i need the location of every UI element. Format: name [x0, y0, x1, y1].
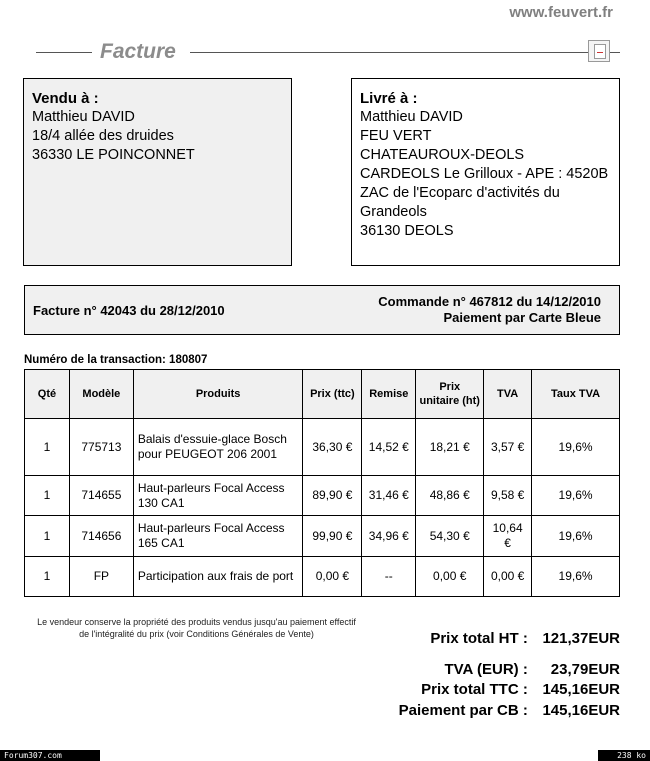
table-cell: 19,6% — [532, 516, 620, 557]
payment-method: Paiement par Carte Bleue — [443, 310, 601, 325]
table-header-row — [25, 370, 620, 419]
column-header: Modèle — [69, 370, 133, 419]
total-ttc-value: 145,16EUR — [542, 681, 620, 698]
table-cell: 18,21 € — [416, 419, 484, 476]
invoice-info-bar — [24, 285, 620, 335]
total-ht-label: Prix total HT : — [430, 630, 528, 647]
total-ht-value: 121,37EUR — [542, 630, 620, 647]
table-cell: 1 — [25, 476, 70, 516]
column-header: Taux TVA — [532, 370, 620, 419]
table-cell: Haut-parleurs Focal Access 165 CA1 — [133, 516, 303, 557]
total-tva-value: 23,79EUR — [550, 661, 620, 678]
items-table — [24, 369, 620, 597]
payment-cb — [399, 702, 620, 719]
column-header: Remise — [362, 370, 416, 419]
document-icon[interactable] — [588, 40, 610, 62]
table-cell: 99,90 € — [303, 516, 362, 557]
table-cell: 1 — [25, 516, 70, 557]
ship-to-line: FEU VERT — [360, 128, 432, 144]
table-cell: 1 — [25, 419, 70, 476]
table-cell: 19,6% — [532, 419, 620, 476]
table-cell: 1 — [25, 557, 70, 597]
column-header: Qté — [25, 370, 70, 419]
table-row — [25, 516, 620, 557]
order-number: Commande n° 467812 du 14/12/2010 — [378, 294, 601, 309]
total-tva-label: TVA (EUR) : — [444, 661, 528, 678]
table-cell: 0,00 € — [416, 557, 484, 597]
column-header: Prix (ttc) — [303, 370, 362, 419]
ship-to-heading: Livré à : — [360, 90, 418, 107]
table-cell: 3,57 € — [484, 419, 532, 476]
table-row — [25, 419, 620, 476]
table-cell: 9,58 € — [484, 476, 532, 516]
sold-to-line: Matthieu DAVID — [32, 109, 135, 125]
total-ht — [430, 630, 620, 647]
column-header: Produits — [133, 370, 303, 419]
invoice-number: Facture n° 42043 du 28/12/2010 — [33, 303, 225, 318]
table-cell: -- — [362, 557, 416, 597]
total-ttc-label: Prix total TTC : — [421, 681, 528, 698]
total-ttc — [421, 681, 620, 698]
ship-to-line: 36130 DEOLS — [360, 223, 454, 239]
table-cell: Balais d'essuie-glace Bosch pour PEUGEOT 206 2001 — [133, 419, 303, 476]
table-cell: 775713 — [69, 419, 133, 476]
table-cell: 54,30 € — [416, 516, 484, 557]
table-cell: 14,52 € — [362, 419, 416, 476]
column-header: TVA — [484, 370, 532, 419]
table-cell: 0,00 € — [303, 557, 362, 597]
table-cell: 89,90 € — [303, 476, 362, 516]
ship-to-box — [351, 78, 620, 266]
column-header: Prix unitaire (ht) — [416, 370, 484, 419]
table-cell: Participation aux frais de port — [133, 557, 303, 597]
table-cell: 19,6% — [532, 557, 620, 597]
sold-to-box — [23, 78, 292, 266]
payment-cb-value: 145,16EUR — [542, 702, 620, 719]
ship-to-line: Matthieu DAVID — [360, 109, 463, 125]
page-title: Facture — [100, 40, 176, 63]
table-cell: Haut-parleurs Focal Access 130 CA1 — [133, 476, 303, 516]
table-cell: 34,96 € — [362, 516, 416, 557]
ship-to-line: CHATEAUROUX-DEOLS — [360, 147, 525, 163]
sold-to-line: 36330 LE POINCONNET — [32, 147, 195, 163]
table-row — [25, 476, 620, 516]
sold-to-heading: Vendu à : — [32, 90, 99, 107]
order-info — [378, 294, 601, 326]
table-cell: 36,30 € — [303, 419, 362, 476]
file-size-label: 238 ko — [598, 750, 650, 761]
table-cell: 0,00 € — [484, 557, 532, 597]
ship-to-line: CARDEOLS Le Grilloux - APE : 4520B — [360, 166, 609, 182]
table-cell: 714655 — [69, 476, 133, 516]
title-rule-right — [190, 52, 620, 53]
table-cell: 714656 — [69, 516, 133, 557]
transaction-number: Numéro de la transaction: 180807 — [24, 354, 208, 366]
sold-to-line: 18/4 allée des druides — [32, 128, 174, 144]
table-cell: 10,64 € — [484, 516, 532, 557]
title-row — [36, 40, 610, 66]
table-cell: FP — [69, 557, 133, 597]
table-cell: 48,86 € — [416, 476, 484, 516]
payment-cb-label: Paiement par CB : — [398, 702, 528, 719]
table-row — [25, 557, 620, 597]
title-rule-left — [36, 52, 92, 53]
retention-of-title-note: Le vendeur conserve la propriété des produits vendus jusqu'au paiement effectif de l'intégralité du prix (voir Conditions Générales de Vente) — [37, 617, 356, 639]
total-tva — [445, 661, 621, 678]
table-cell: 19,6% — [532, 476, 620, 516]
ship-to-line: ZAC de l'Ecoparc d'activités du Grandeols — [360, 185, 560, 220]
site-url: www.feuvert.fr — [509, 4, 613, 21]
table-cell: 31,46 € — [362, 476, 416, 516]
watermark-left: Forum307.com — [0, 750, 100, 761]
